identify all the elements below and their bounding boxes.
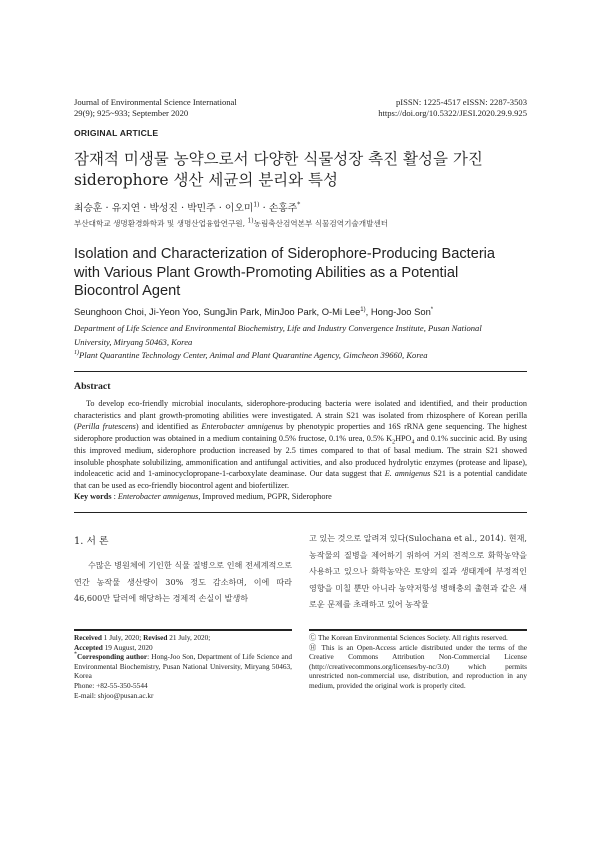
journal-header-right <box>300 97 527 119</box>
keywords-label: Key words <box>74 492 112 501</box>
license-notice: Ⓗ This is an Open-Access article distributed under the terms of the Creative Commons Attribution Non-Commercial License (http://creativecommons.org/licenses/by-nc/3.0) which permits unrestricted non-commercial use, distribution, and reproduction in any medium, provided the original work is properly cited. <box>309 642 527 690</box>
divider-bottom <box>74 512 527 513</box>
divider-top <box>74 371 527 372</box>
corresponding-label: Corresponding author <box>77 652 148 662</box>
abstract-text: S21 is a potential candidate that can be used as eco-friendly biocontrol agent and biofertilizer. <box>74 469 528 490</box>
journal-header-left <box>74 97 304 119</box>
journal-volume: 29(9); 925~933; September 2020 <box>74 108 189 118</box>
english-author-corresponding: , Hong-Joo Son <box>365 306 431 317</box>
korean-author-corresponding: · 손홍주 <box>259 203 298 214</box>
intro-left-paragraph: 수많은 병원체에 기인한 식물 질병으로 인해 전세계적으로 연간 농작물 생산량이 30% 정도 감소하며, 이에 따라 46,600만 달러에 해당하는 경제적 손실이 발생하 <box>74 560 292 603</box>
affil-marker: 1) <box>74 350 79 357</box>
subscript: 4 <box>411 439 415 446</box>
abstract-text: by phenotypic properties and 16S rRNA gene sequencing. The highest siderophore production was obtained in a medium containing 0.5% fructose, 0.1% urea, 0.5% K <box>74 422 527 444</box>
doi-link[interactable]: https://doi.org/10.5322/JESI.2020.29.9.925 <box>378 108 527 118</box>
affil-marker: 1) <box>360 306 366 313</box>
korean-authors <box>74 200 300 214</box>
species-name: Perilla frutescens <box>76 422 136 432</box>
korean-author-names: 최승훈 · 유지연 · 박성진 · 박민주 · 이오미 <box>74 203 254 214</box>
abstract-text: and 0.1% succinic acid. By using this improved medium, siderophore production increased by 2.5 times compared to that of basal medium. The strain S21 showed insoluble phosphate solubilizing, ammonification and antifungal activities, and also produced hydrolytic enzymes (protease and lipase), indoleacetic acid and 1-aminocyclopropane-1-carboxylate deaminase. Our data suggest that <box>74 434 527 479</box>
english-title-line3: Biocontrol Agent <box>74 283 181 299</box>
english-affil-line2: University, Miryang 50463, Korea <box>74 336 193 347</box>
english-authors <box>74 306 433 317</box>
korean-title-line1: 잠재적 미생물 농약으로서 다양한 식물성장 촉진 활성을 가진 <box>74 150 483 168</box>
abstract-body <box>74 398 527 492</box>
english-title-line1: Isolation and Characterization of Siderophore-Producing Bacteria <box>74 246 496 262</box>
english-affiliation <box>74 322 534 363</box>
intro-heading: 1. 서 론 <box>74 536 109 547</box>
footnote-left <box>74 633 292 700</box>
keyword: Enterobacter amnigenus <box>117 492 199 501</box>
korean-affil-1: 부산대학교 생명환경화학과 및 생명산업융합연구원, <box>74 219 248 228</box>
footnote-rule-right <box>309 629 527 631</box>
footnote-rule-left <box>74 629 292 631</box>
received-date: 1 July, 2020; <box>101 633 144 642</box>
korean-title <box>74 149 534 191</box>
english-title-line2: with Various Plant Growth-Promoting Abilities as a Potential <box>74 264 459 281</box>
affil-marker: 1) <box>253 201 260 209</box>
abstract-text: ) and identified as <box>135 422 202 432</box>
revised-label: Revised <box>143 633 168 642</box>
affil-marker: 1) <box>247 217 254 225</box>
subscript: 2 <box>392 439 396 446</box>
abstract-text: HPO <box>395 434 412 444</box>
english-affil-line1: Department of Life Science and Environmental Biochemistry, Life and Industry Convergence Institute, Pusan National <box>74 323 482 333</box>
phone: Phone: +82-55-350-5544 <box>74 680 148 690</box>
corresponding-text: : Hong-Joo Son, Department of Life Science and Environmental Biochemistry, Pusan National University, Miryang 50463, Korea <box>74 652 292 681</box>
corresponding-marker: * <box>430 306 434 313</box>
copyright-notice: Ⓒ The Korean Environmental Sciences Society. All rights reserved. <box>309 633 508 642</box>
journal-name: Journal of Environmental Science International <box>74 97 237 107</box>
english-title <box>74 245 534 301</box>
keywords <box>74 492 332 501</box>
korean-title-line2: siderophore 생산 세균의 분리와 특성 <box>74 171 339 189</box>
english-author-names: Seunghoon Choi, Ji-Yeon Yoo, SungJin Park, MinJoo Park, O-Mi Lee <box>74 306 361 317</box>
corresponding-marker: * <box>297 201 301 209</box>
issn: pISSN: 1225-4517 eISSN: 2287-3503 <box>395 97 527 107</box>
accepted-label: Accepted <box>74 642 103 652</box>
species-name: E. amnigenus <box>384 469 431 479</box>
keywords-sep: : <box>111 492 118 501</box>
keyword-list: , Improved medium, PGPR, Siderophore <box>198 492 332 501</box>
korean-affil-2: 농림축산검역본부 식물검역기술개발센터 <box>253 219 389 228</box>
accepted-date: 19 August, 2020 <box>102 642 153 652</box>
korean-affiliation <box>74 218 388 229</box>
species-name: Enterobacter amnigenus <box>201 422 283 432</box>
intro-right-paragraph: 고 있는 것으로 알려져 있다(Sulochana et al., 2014). 현재, 농작물의 질병을 제어하기 위하여 거의 전적으로 화학농약을 사용하고 있으나 화학농약은 토양의 질과 생태계에 부정적인 영향을 미칠 뿐만 아니라 농약저항성 병해충의 출현과 같은 새로운 문제를 초래하고 있어 농작물 <box>309 533 527 609</box>
abstract-heading: Abstract <box>74 381 111 392</box>
corresponding-marker: * <box>74 651 77 658</box>
email-link[interactable]: E-mail: shjoo@pusan.ac.kr <box>74 690 154 700</box>
revised-date: 21 July, 2020; <box>167 633 211 642</box>
footnote-right <box>309 633 527 691</box>
english-affil-line3: Plant Quarantine Technology Center, Animal and Plant Quarantine Agency, Gimcheon 39660, Korea <box>79 350 428 360</box>
abstract-text: To develop eco-friendly microbial inoculants, siderophore-producing bacteria were isolated and identified, and their production characteristics and plant growth-promoting abilities were investigated. A strain S21 was isolated from rhizosphere of Korean perilla ( <box>74 399 527 432</box>
received-label: Received <box>74 633 102 642</box>
article-type: ORIGINAL ARTICLE <box>74 128 159 138</box>
